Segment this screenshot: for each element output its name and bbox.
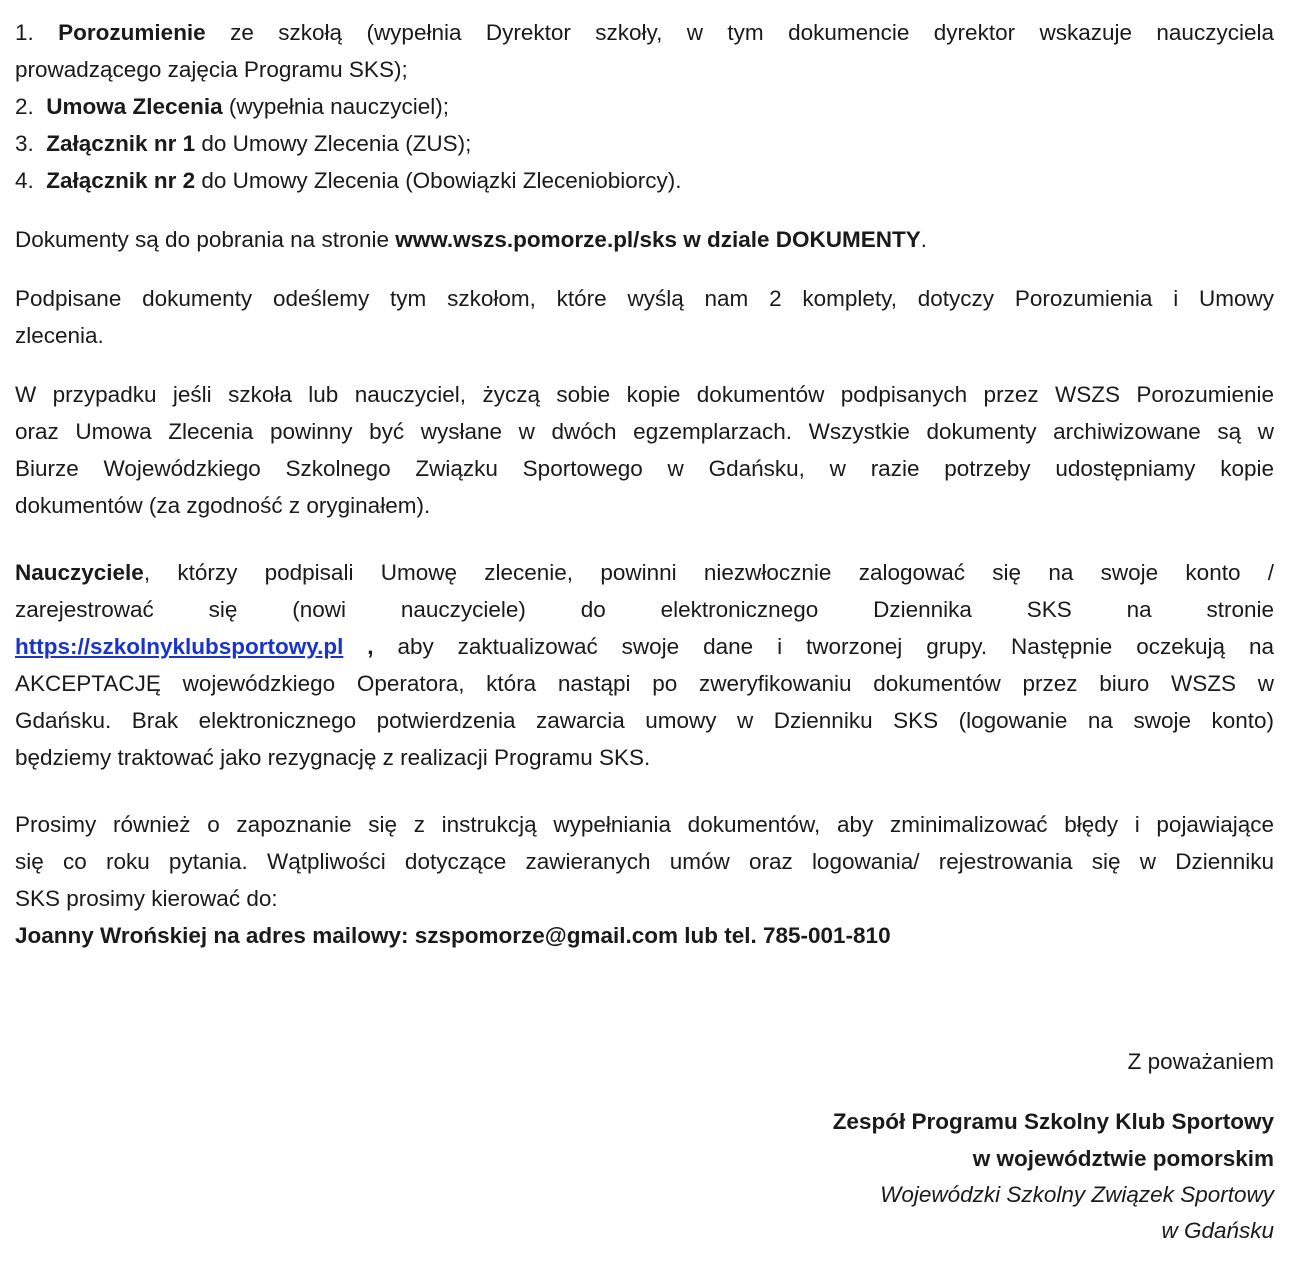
teachers-line <box>15 628 1274 665</box>
teachers-line: będziemy traktować jako rezygnację z realizacji Programu SKS. <box>15 745 651 770</box>
teachers-text: , którzy podpisali Umowę zlecenie, powinni niezwłocznie zalogować się na swoje konto / <box>143 560 1274 585</box>
teachers-heading: Nauczyciele <box>15 560 144 585</box>
link-comma: , <box>343 634 374 659</box>
copies-line: oraz Umowa Zlecenia powinny być wysłane w dwóch egzemplarzach. Wszystkie dokumenty archiwizowane są w <box>15 419 1274 444</box>
teachers-line <box>15 554 1274 591</box>
list-item-text: do Umowy Zlecenia (Obowiązki Zleceniobiorcy). <box>201 168 682 193</box>
dziennik-sks-link[interactable]: https://szkolnyklubsportowy.pl <box>15 634 344 659</box>
teachers-line: zarejestrować się (nowi nauczyciele) do elektronicznego Dziennika SKS na stronie <box>15 597 1274 622</box>
teachers-text: aby zaktualizować swoje dane i tworzonej grupy. Następnie oczekują na <box>373 634 1274 659</box>
signature-city: w Gdańsku <box>1161 1218 1274 1243</box>
list-item-title: Załącznik nr 2 <box>46 168 196 193</box>
instructions-line: SKS prosimy kierować do: <box>15 886 278 911</box>
download-location: www.wszs.pomorze.pl/sks w dziale DOKUMENTY <box>395 227 921 252</box>
download-end: . <box>920 227 928 252</box>
documents-list <box>15 14 1274 199</box>
list-item-text: prowadzącego zajęcia Programu SKS); <box>15 57 408 82</box>
list-item-text: (wypełnia nauczyciel); <box>228 94 449 119</box>
signed-paragraph <box>15 280 1274 354</box>
list-item <box>15 14 1274 88</box>
list-number: 2. <box>15 94 34 119</box>
list-item-title: Porozumienie <box>58 20 206 45</box>
teachers-line: AKCEPTACJĘ wojewódzkiego Operatora, która nastąpi po zweryfikowaniu dokumentów przez biuro WSZS w <box>15 671 1274 696</box>
list-item-title: Załącznik nr 1 <box>46 131 196 156</box>
signed-line: zlecenia. <box>15 323 104 348</box>
list-number: 4. <box>15 168 34 193</box>
list-item <box>15 162 1274 199</box>
download-text: Dokumenty są do pobrania na stronie <box>15 227 396 252</box>
teachers-paragraph <box>15 554 1274 776</box>
list-number: 3. <box>15 131 34 156</box>
copies-line: W przypadku jeśli szkoła lub nauczyciel, życzą sobie kopie dokumentów podpisanych przez WSZS Porozumienie <box>15 382 1274 407</box>
signed-line: Podpisane dokumenty odeślemy tym szkołom, które wyślą nam 2 komplety, dotyczy Porozumienia i Umowy <box>15 286 1274 311</box>
signature-block <box>833 1103 1274 1249</box>
download-paragraph <box>15 221 1274 258</box>
list-item <box>15 125 1274 162</box>
list-item-line <box>15 14 1274 51</box>
signature-team: Zespół Programu Szkolny Klub Sportowy <box>832 1109 1274 1134</box>
list-item-text: do Umowy Zlecenia (ZUS); <box>201 131 472 156</box>
signature-organization: Wojewódzki Szkolny Związek Sportowy <box>880 1182 1274 1207</box>
copies-line: Biurze Wojewódzkiego Szkolnego Związku Sportowego w Gdańsku, w razie potrzeby udostępniamy kopie <box>15 456 1274 481</box>
signature-region: w województwie pomorskim <box>972 1146 1274 1171</box>
instructions-line: Prosimy również o zapoznanie się z instrukcją wypełniania dokumentów, aby zminimalizować błędy i pojawiające <box>15 812 1274 837</box>
instructions-paragraph <box>15 806 1274 954</box>
copies-line: dokumentów (za zgodność z oryginałem). <box>15 493 431 518</box>
greeting-text: Z poważaniem <box>1127 1049 1274 1074</box>
instructions-line: się co roku pytania. Wątpliwości dotyczące zawieranych umów oraz logowania/ rejestrowania się w Dzienniku <box>15 849 1274 874</box>
list-item-title: Umowa Zlecenia <box>46 94 223 119</box>
list-item-text: ze szkołą (wypełnia Dyrektor szkoły, w tym dokumencie dyrektor wskazuje nauczyciela <box>230 20 1274 45</box>
teachers-line: Gdańsku. Brak elektronicznego potwierdzenia zawarcia umowy w Dzienniku SKS (logowanie na swoje konto) <box>15 708 1274 733</box>
list-number: 1. <box>15 20 34 45</box>
contact-line: Joanny Wrońskiej na adres mailowy: szspomorze@gmail.com lub tel. 785-001-810 <box>15 923 891 948</box>
greeting <box>1128 1043 1274 1080</box>
list-item <box>15 88 1274 125</box>
copies-paragraph <box>15 376 1274 524</box>
